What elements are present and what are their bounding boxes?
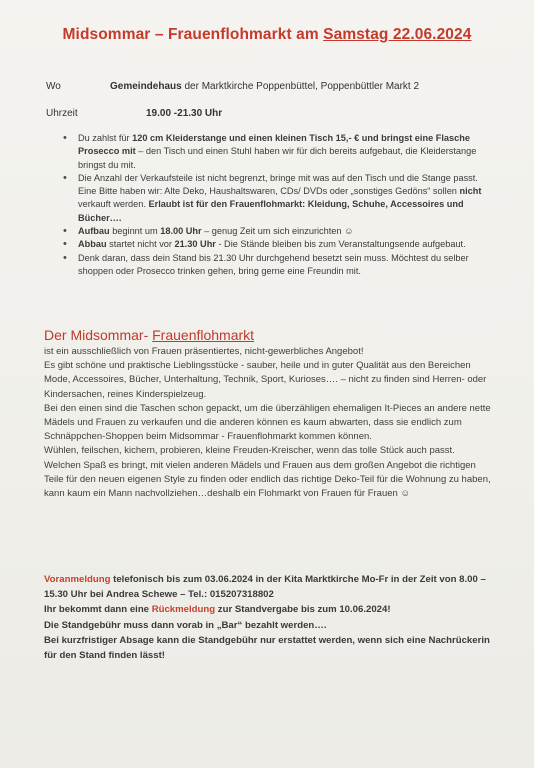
location-address: der Marktkirche Poppenbüttel, Poppenbüttler Markt 2 xyxy=(181,81,420,92)
title-main: Midsommar – Frauenflohmarkt am xyxy=(62,26,324,43)
page-title xyxy=(0,26,534,44)
time-value: 19.00 -21.30 Uhr xyxy=(146,108,223,119)
registration-info xyxy=(44,572,494,663)
payment-line: Die Standgebühr muss dann vorab in „Bar“ bezahlt werden…. xyxy=(44,619,327,631)
bullet-text: Denk daran, dass dein Stand bis 21.30 Uhr durchgehend besetzt sein muss. Möchtest du selber shoppen oder Prosecco trinken gehen, bring gerne eine Freundin mit. xyxy=(78,252,469,276)
feedback-keyword: Rückmeldung xyxy=(151,604,216,616)
title-date: Samstag 22.06.2024 xyxy=(323,26,472,43)
bullet-text: - Die Stände bleiben bis zum Veranstaltungsende aufgebaut. xyxy=(215,239,466,250)
bullet-bold: Abbau xyxy=(78,239,107,250)
bullet-text: startet nicht vor xyxy=(106,239,175,250)
info-bullet-list xyxy=(62,132,488,278)
body-paragraph: Bei den einen sind die Taschen schon gepackt, um die überzähligen ehemaligen It-Pieces an andere nette Mädels und Frauen zu verkaufen und die anderen können es kaum abwarten, dass sie endlich zum Schnäppchen-Shoppen beim Midsommar - Frauenflohmarkt kommen können. xyxy=(44,402,491,443)
time-label: Uhrzeit xyxy=(46,108,78,119)
bullet-text: verkauft werden. xyxy=(78,199,149,210)
feedback-text: zur Standvergabe bis zum 10.06.2024! xyxy=(215,604,391,616)
body-paragraph: Es gibt schöne und praktische Lieblingsstücke - sauber, heile und in guter Qualität aus den Bereichen Mode, Accessoires, Bücher, Unterhaltung, Technik, Sport, Kurioses…. – nicht zu finden sind Herren- oder Kindersachen, reines Kinderspielzeug. xyxy=(44,360,487,400)
bullet-text: – genug Zeit um sich einzurichten ☺ xyxy=(201,226,354,237)
bullet-items xyxy=(62,172,488,225)
bullet-fee xyxy=(62,132,488,172)
bullet-bold: Aufbau xyxy=(78,226,110,237)
location-row xyxy=(46,81,486,95)
cancellation-line: Bei kurzfristiger Absage kann die Standgebühr nur erstattet werden, wenn sich eine Nachrückerin für den Stand finden lässt! xyxy=(44,634,490,662)
location-label: Wo xyxy=(46,81,61,92)
section-heading-underlined: Frauenflohmarkt xyxy=(152,327,255,343)
body-paragraph: Wühlen, feilschen, kichern, probieren, kleine Freuden-Kreischer, wenn das tolle Stück auch passt. xyxy=(44,445,455,457)
feedback-line xyxy=(44,602,494,617)
registration-line xyxy=(44,572,494,602)
feedback-text: Ihr bekommt dann eine xyxy=(44,604,152,616)
bullet-bold: 21.30 Uhr xyxy=(174,239,216,250)
bullet-text: Die Anzahl der Verkaufsteile ist nicht begrenzt, bringe mit was auf den Tisch und die Stange passt. Eine Bitte haben wir: Alte Deko, Haushaltswaren, CDs/ DVDs oder „sonstiges Gedöns“ sollen xyxy=(78,172,478,197)
registration-details: telefonisch bis zum 03.06.2024 in der Kita Marktkirche Mo-Fr in der Zeit von 8.00 – 15.30 Uhr bei Andrea Schewe – Tel.: 015207318802 xyxy=(44,574,486,601)
bullet-bold: nicht xyxy=(459,186,482,197)
bullet-text: Du zahlst für xyxy=(78,133,133,143)
bullet-bold: Erlaubt ist für den Frauenflohmarkt: Kleidung, Schuhe, Accessoires und Bücher…. xyxy=(78,199,464,223)
bullet-staffing xyxy=(62,252,488,279)
location-venue: Gemeindehaus xyxy=(110,81,182,92)
bullet-bold: 18.00 Uhr xyxy=(160,226,202,237)
section-heading-prefix: Der Midsommar- xyxy=(44,327,153,343)
bullet-text: – den Tisch und einen Stuhl haben wir für dich bereits aufgebaut, die Kleiderstange bringst du mit. xyxy=(78,146,477,170)
time-row xyxy=(46,108,346,122)
bullet-teardown xyxy=(62,238,488,251)
registration-keyword: Voranmeldung xyxy=(44,574,111,585)
bullet-setup xyxy=(62,225,488,238)
body-paragraph: Welchen Spaß es bringt, mit vielen anderen Mädels und Frauen aus dem großen Angebot die richtigen Teile für den neuen eigenen Style zu finden oder endlich das richtige Deko-Teil für die Wohnung zu haben, kann kaum ein Mann nachvollziehen…deshalb ein Flohmarkt von Frauen für Frauen ☺ xyxy=(44,459,491,500)
body-paragraph: ist ein ausschließlich von Frauen präsentiertes, nicht-gewerbliches Angebot! xyxy=(44,346,364,357)
bullet-text: beginnt um xyxy=(109,226,161,237)
location-value xyxy=(110,81,419,92)
bullet-bold: 120 cm Kleiderstange und einen kleinen Tisch 15,- € und bringst eine Flasche Prosecco mit xyxy=(78,133,470,157)
section-heading xyxy=(44,327,254,343)
section-body xyxy=(44,345,496,501)
